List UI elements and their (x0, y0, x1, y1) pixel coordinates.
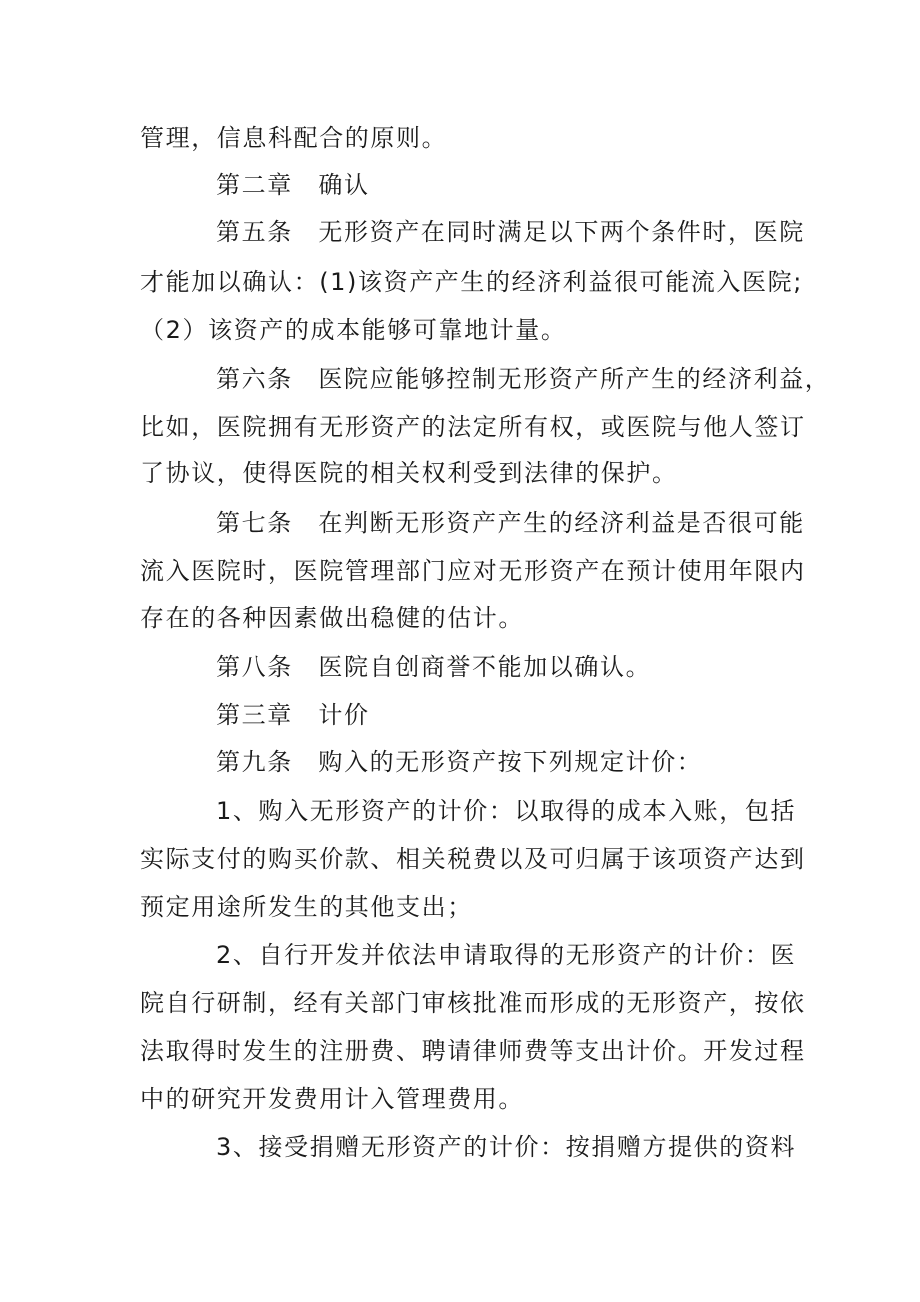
text-line: 第八条 医院自创商誉不能加以确认。 (216, 653, 652, 681)
text-line: 第九条 购入的无形资产按下列规定计价： (216, 748, 703, 776)
text-line: 流入医院时，医院管理部门应对无形资产在预计使用年限内 (140, 557, 806, 585)
text-line: 了协议，使得医院的相关权利受到法律的保护。 (140, 459, 678, 487)
text-line: 实际支付的购买价款、相关税费以及可归属于该项资产达到 (140, 845, 806, 873)
text-line: 2、自行开发并依法申请取得的无形资产的计价：医 (216, 941, 797, 969)
text-line: 第七条 在判断无形资产产生的经济利益是否很可能 (216, 509, 805, 537)
text-line: 才能加以确认：(1)该资产产生的经济利益很可能流入医院; (140, 268, 803, 296)
chapter-heading: 第三章 计价 (216, 701, 370, 729)
text-line: 存在的各种因素做出稳健的估计。 (140, 604, 524, 632)
chapter-heading: 第二章 确认 (216, 171, 370, 199)
text-line: 中的研究开发费用计入管理费用。 (140, 1085, 524, 1113)
text-line: 预定用途所发生的其他支出； (140, 893, 473, 921)
text-line: 院自行研制，经有关部门审核批准而形成的无形资产，按依 (140, 989, 806, 1017)
text-line: 3、接受捐赠无形资产的计价：按捐赠方提供的资料 (216, 1133, 797, 1161)
text-line: 管理，信息科配合的原则。 (140, 124, 448, 152)
text-line: 第五条 无形资产在同时满足以下两个条件时，医院 (216, 218, 805, 246)
text-line: 1、购入无形资产的计价：以取得的成本入账，包括 (216, 797, 797, 825)
text-line: 法取得时发生的注册费、聘请律师费等支出计价。开发过程 (140, 1037, 806, 1065)
text-line: 第六条 医院应能够控制无形资产所产生的经济利益， (216, 365, 831, 393)
text-line: 比如，医院拥有无形资产的法定所有权，或医院与他人签订 (140, 413, 806, 441)
text-line: （2）该资产的成本能够可靠地计量。 (140, 316, 567, 344)
